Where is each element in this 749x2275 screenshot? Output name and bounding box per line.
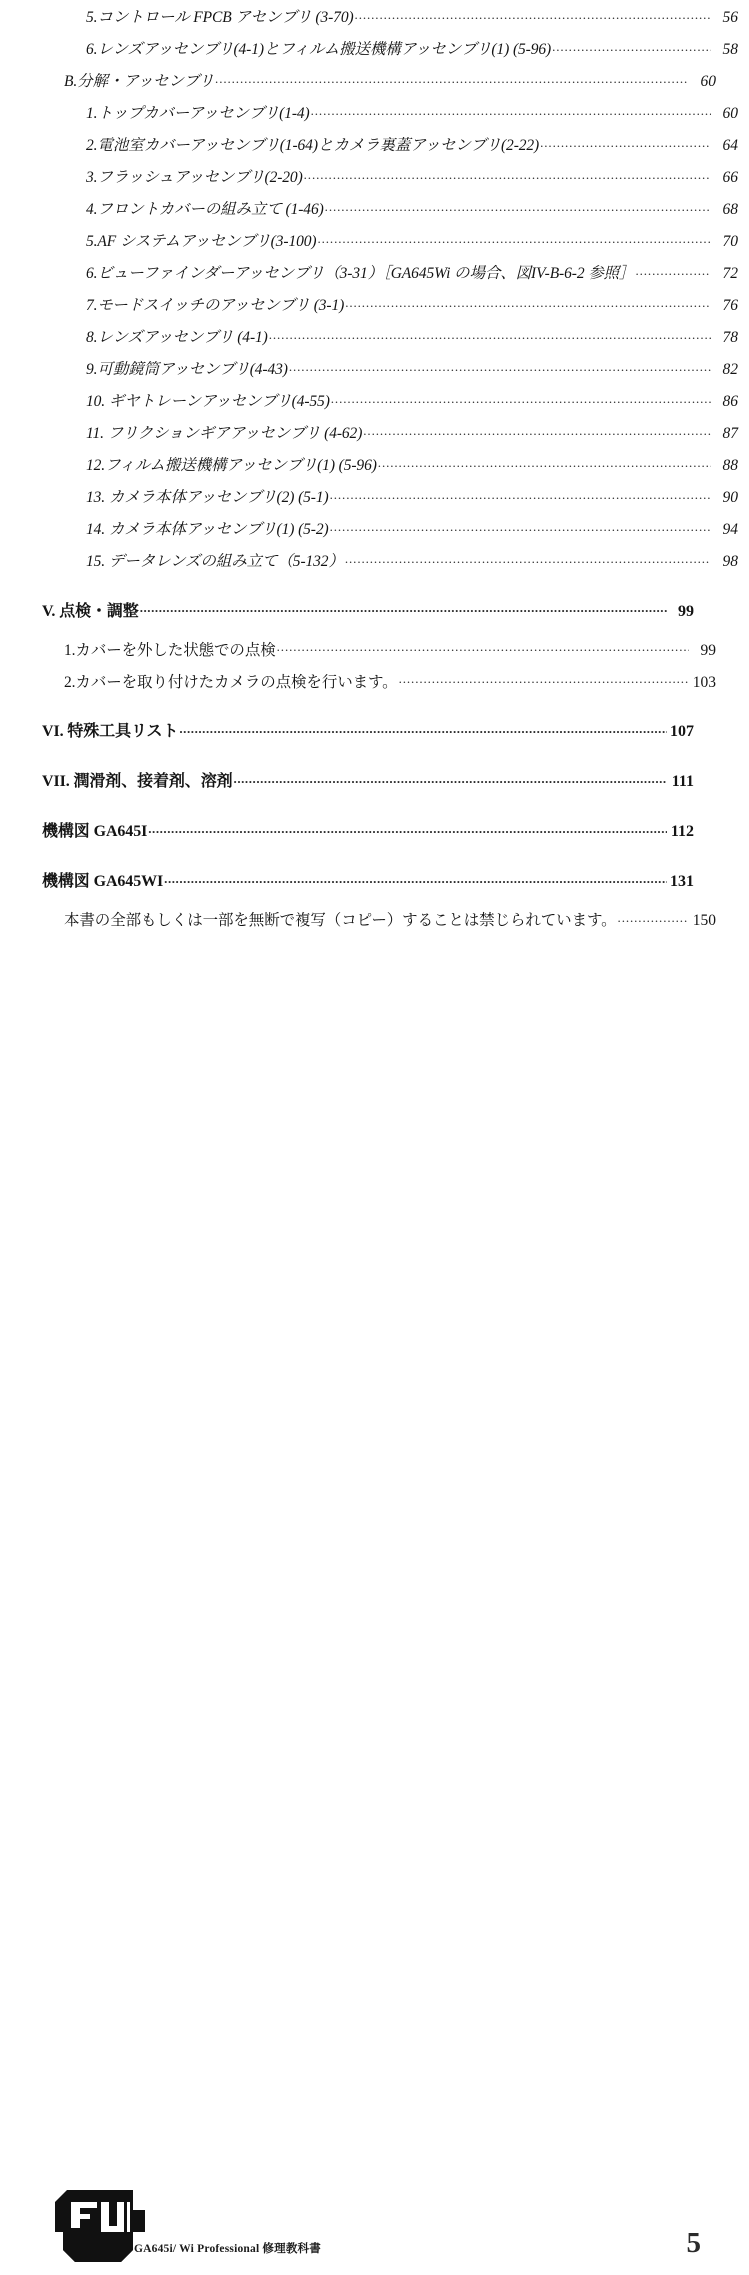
toc-entry-page-number: 99 xyxy=(700,641,716,659)
toc-entry-label: 12.フィルム搬送機構アッセンブリ(1) (5-96) xyxy=(86,457,377,474)
toc-entry[interactable] xyxy=(42,870,694,890)
toc-entry-page-number: 70 xyxy=(722,233,738,250)
toc-leader-dots xyxy=(399,671,689,687)
toc-entry-page-number: 64 xyxy=(722,137,738,154)
toc-entry-label: V. 点検・調整 xyxy=(42,602,139,620)
toc-leader-dots xyxy=(355,6,711,22)
toc-leader-dots xyxy=(304,166,711,182)
page-footer xyxy=(0,1085,749,2259)
toc-leader-dots xyxy=(330,486,711,502)
toc-entry-page-number: 90 xyxy=(722,489,738,506)
toc-entry[interactable] xyxy=(86,454,738,474)
toc-entry[interactable] xyxy=(86,38,738,58)
toc-entry-page-number: 58 xyxy=(722,41,738,58)
toc-leader-dots xyxy=(331,390,711,406)
toc-entry-label: 6.ビューファインダーアッセンブリ（3-31）［GA645Wi の場合、図IV-B-6-2 参照］ xyxy=(86,265,635,282)
toc-entry-page-number: 68 xyxy=(722,201,738,218)
toc-entry-label: 6.レンズアッセンブリ(4-1)とフィルム搬送機構アッセンブリ(1) (5-96) xyxy=(86,41,552,58)
spacer xyxy=(42,122,694,135)
spacer xyxy=(42,90,694,103)
toc-entry-label: 5.AF システムアッセンブリ(3-100) xyxy=(86,233,317,250)
toc-entry-label: 2.電池室カバーアッセンブリ(1-64)とカメラ裏蓋アッセンブリ(2-22) xyxy=(86,137,540,154)
spacer xyxy=(42,442,694,455)
toc-leader-dots xyxy=(164,870,667,886)
toc-entry[interactable] xyxy=(86,262,738,282)
toc-entry[interactable] xyxy=(86,102,738,122)
toc-entry[interactable] xyxy=(86,230,738,250)
toc-leader-dots xyxy=(540,134,711,150)
toc-entry-label: 3.フラッシュアッセンブリ(2-20) xyxy=(86,169,303,186)
toc-entry[interactable] xyxy=(42,820,694,840)
toc-entry-label: 8.レンズアッセンブリ (4-1) xyxy=(86,329,268,346)
toc-entry-label: VI. 特殊工具リスト xyxy=(42,723,179,740)
toc-entry[interactable] xyxy=(86,422,738,442)
toc-entry-page-number: 86 xyxy=(722,393,738,410)
fuji-logo xyxy=(55,2188,159,2270)
spacer xyxy=(42,740,694,770)
spacer xyxy=(42,890,694,909)
spacer xyxy=(42,186,694,199)
toc-entry[interactable] xyxy=(86,6,738,26)
toc-entry[interactable] xyxy=(86,198,738,218)
spacer xyxy=(42,790,694,820)
toc-entry[interactable] xyxy=(86,134,738,154)
toc-leader-dots xyxy=(317,230,711,246)
spacer xyxy=(42,410,694,423)
toc-entry[interactable] xyxy=(86,518,738,538)
toc-entry-page-number: 60 xyxy=(700,73,716,90)
toc-leader-dots xyxy=(269,326,711,342)
toc-entry[interactable] xyxy=(86,390,738,410)
spacer xyxy=(42,840,694,870)
toc-leader-dots xyxy=(345,550,711,566)
toc-leader-dots xyxy=(552,38,711,54)
toc-entry-page-number: 94 xyxy=(722,521,738,538)
toc-leader-dots xyxy=(618,909,689,925)
toc-entry-label: 13. カメラ本体アッセンブリ(2) (5-1) xyxy=(86,489,329,506)
spacer xyxy=(42,346,694,359)
spacer xyxy=(42,314,694,327)
spacer xyxy=(42,282,694,295)
toc-entry-page-number: 82 xyxy=(722,361,738,378)
toc-entry-label: 4.フロントカバーの組み立て (1-46) xyxy=(86,201,324,218)
spacer xyxy=(42,658,694,671)
toc-entry-page-number: 99 xyxy=(678,602,694,620)
toc-leader-dots xyxy=(234,770,667,786)
toc-entry-label: 14. カメラ本体アッセンブリ(1) (5-2) xyxy=(86,521,329,538)
toc-entry[interactable] xyxy=(86,326,738,346)
toc-entry-label: 本書の全部もしくは一部を無断で複写（コピー）することは禁じられています。 xyxy=(64,912,617,929)
toc-entry-page-number: 131 xyxy=(670,873,694,890)
toc-leader-dots xyxy=(179,720,667,736)
toc-leader-dots xyxy=(148,820,667,836)
spacer xyxy=(42,58,694,71)
toc-leader-dots xyxy=(345,294,711,310)
toc-leader-dots xyxy=(378,454,711,470)
toc-entry[interactable] xyxy=(64,639,716,659)
toc-entry-page-number: 78 xyxy=(722,329,738,346)
toc-entry-page-number: 111 xyxy=(671,773,694,790)
spacer xyxy=(42,538,694,551)
toc-entry-label: 15. データレンズの組み立て（5-132） xyxy=(86,553,344,570)
toc-entry[interactable] xyxy=(86,166,738,186)
spacer xyxy=(42,378,694,391)
toc-leader-dots xyxy=(140,600,667,616)
toc-entry[interactable] xyxy=(86,550,738,570)
toc-entry-page-number: 107 xyxy=(670,723,694,740)
toc-entry-label: 機構図 GA645WI xyxy=(42,873,164,890)
toc-entry-page-number: 98 xyxy=(722,553,738,570)
toc-entry-page-number: 87 xyxy=(722,425,738,442)
toc-entry-page-number: 76 xyxy=(722,297,738,314)
spacer xyxy=(42,620,694,639)
footer-caption: GA645i/ Wi Professional 修理教科書 xyxy=(134,2243,321,2255)
page-number: 5 xyxy=(686,2227,701,2259)
toc-entry-page-number: 103 xyxy=(692,673,716,691)
spacer xyxy=(42,250,694,263)
toc-entry-label: 7.モードスイッチのアッセンブリ (3-1) xyxy=(86,297,345,314)
toc-leader-dots xyxy=(311,102,711,118)
toc-leader-dots xyxy=(215,70,689,86)
spacer xyxy=(42,26,694,39)
toc-leader-dots xyxy=(325,198,711,214)
toc-entry-label: 1.トップカバーアッセンブリ(1-4) xyxy=(86,105,310,122)
toc-entry-label: 5.コントロール FPCB アセンブリ (3-70) xyxy=(86,9,354,26)
spacer xyxy=(42,690,694,720)
toc-entry[interactable] xyxy=(42,770,694,790)
toc-leader-dots xyxy=(277,639,689,655)
toc-entry-page-number: 56 xyxy=(722,9,738,26)
toc-entry[interactable] xyxy=(42,720,694,740)
toc-entry[interactable] xyxy=(64,70,716,90)
toc-entry-label: 機構図 GA645I xyxy=(42,823,148,840)
toc-entry-page-number: 88 xyxy=(722,457,738,474)
toc-entry-page-number: 66 xyxy=(722,169,738,186)
spacer xyxy=(42,154,694,167)
toc-entry[interactable] xyxy=(64,909,716,929)
toc-entry[interactable] xyxy=(86,294,738,314)
toc-entry-label: B.分解・アッセンブリ xyxy=(64,73,215,90)
toc-entry[interactable] xyxy=(64,671,716,691)
table-of-contents xyxy=(42,6,738,929)
toc-entry[interactable] xyxy=(42,600,694,620)
toc-leader-dots xyxy=(635,262,711,278)
toc-entry[interactable] xyxy=(86,486,738,506)
toc-entry-label: 10. ギヤトレーンアッセンブリ(4-55) xyxy=(86,393,330,410)
toc-entry-label: VII. 潤滑剤、接着剤、溶剤 xyxy=(42,773,233,790)
toc-entry-label: 9.可動鏡筒アッセンブリ(4-43) xyxy=(86,361,288,378)
toc-entry[interactable] xyxy=(86,358,738,378)
spacer xyxy=(42,570,694,600)
toc-entry-page-number: 112 xyxy=(670,823,694,840)
spacer xyxy=(42,218,694,231)
toc-entry-label: 1.カバーを外した状態での点検 xyxy=(64,641,276,659)
toc-leader-dots xyxy=(289,358,711,374)
toc-entry-label: 11. フリクションギアアッセンブリ (4-62) xyxy=(86,425,363,442)
toc-leader-dots xyxy=(363,422,711,438)
toc-leader-dots xyxy=(330,518,711,534)
toc-entry-page-number: 72 xyxy=(722,265,738,282)
toc-entry-label: 2.カバーを取り付けたカメラの点検を行います。 xyxy=(64,673,398,691)
toc-entry-page-number: 150 xyxy=(692,912,716,929)
spacer xyxy=(42,506,694,519)
toc-entry-page-number: 60 xyxy=(722,105,738,122)
spacer xyxy=(42,474,694,487)
